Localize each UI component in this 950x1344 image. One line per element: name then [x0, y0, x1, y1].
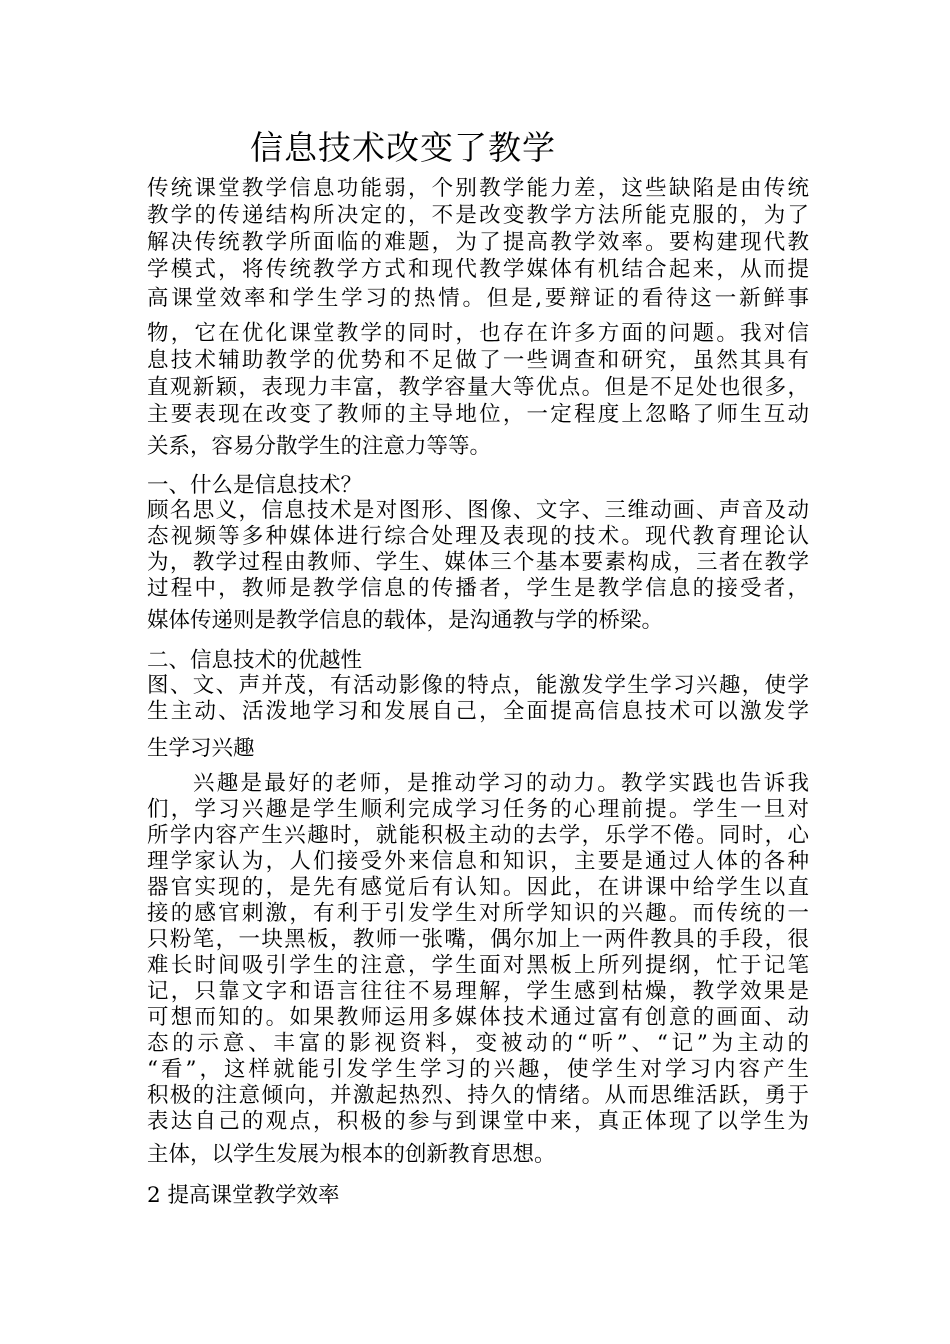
paragraph-line: 积极的注意倾向，并激起热烈、持久的情绪。从而思维活跃，勇于: [147, 1083, 809, 1108]
paragraph-line: 所学内容产生兴趣时，就能积极主动的去学，乐学不倦。同时，心: [147, 823, 809, 848]
paragraph-line: 关系，容易分散学生的注意力等等。: [147, 434, 492, 459]
section-heading: 2 提高课堂教学效率: [147, 1183, 340, 1208]
paragraph-line: 态的示意、丰富的影视资料，变被动的“听”、“记”为主动的: [147, 1031, 809, 1056]
paragraph-line: 生学习兴趣: [147, 736, 255, 761]
section-heading: 一、什么是信息技术？: [147, 473, 363, 498]
paragraph-line: “看”，这样就能引发学生学习的兴趣，使学生对学习内容产生: [147, 1057, 809, 1082]
paragraph-line: 物，它在优化课堂教学的同时，也存在许多方面的问题。我对信: [147, 321, 809, 346]
paragraph-line: 可想而知的。如果教师运用多媒体技术通过富有创意的画面、动: [147, 1005, 809, 1030]
paragraph-line: 器官实现的，是先有感觉后有认知。因此，在讲课中给学生以直: [147, 875, 809, 900]
paragraph-line: 记，只靠文字和语言往往不易理解，学生感到枯燥，教学效果是: [147, 979, 809, 1004]
paragraph-line: 顾名思义，信息技术是对图形、图像、文字、三维动画、声音及动: [147, 498, 809, 523]
paragraph-line: 主要表现在改变了教师的主导地位，一定程度上忽略了师生互动: [147, 402, 809, 427]
paragraph-line: 态视频等多种媒体进行综合处理及表现的技术。现代教育理论认: [147, 524, 809, 549]
paragraph-line: 学模式，将传统教学方式和现代教学媒体有机结合起来，从而提: [147, 257, 809, 282]
paragraph-line: 高课堂效率和学生学习的热情。但是,要辩证的看待这一新鲜事: [147, 286, 809, 311]
paragraph-line: 过程中，教师是教学信息的传播者，学生是教学信息的接受者，: [147, 576, 809, 601]
paragraph-line: 理学家认为，人们接受外来信息和知识，主要是通过人体的各种: [147, 849, 809, 874]
paragraph-line: 们，学习兴趣是学生顺利完成学习任务的心理前提。学生一旦对: [147, 797, 809, 822]
paragraph-line: 解决传统教学所面临的难题，为了提高教学效率。要构建现代教: [147, 230, 809, 255]
paragraph-line: 传统课堂教学信息功能弱，个别教学能力差，这些缺陷是由传统: [147, 176, 809, 201]
paragraph-line: 媒体传递则是教学信息的载体，是沟通教与学的桥梁。: [147, 608, 664, 633]
paragraph-line: 表达自己的观点，积极的参与到课堂中来，真正体现了以学生为: [147, 1109, 809, 1134]
paragraph-line: 主体，以学生发展为根本的创新教育思想。: [147, 1142, 556, 1167]
document-title: 信息技术改变了教学: [250, 128, 556, 167]
paragraph-line: 难长时间吸引学生的注意，学生面对黑板上所列提纲，忙于记笔: [147, 953, 809, 978]
paragraph-line: 为，教学过程由教师、学生、媒体三个基本要素构成，三者在教学: [147, 550, 809, 575]
paragraph-line: 只粉笔，一块黑板，教师一张嘴，偶尔加上一两件教具的手段，很: [147, 927, 809, 952]
paragraph-line: 图、文、声并茂，有活动影像的特点，能激发学生学习兴趣，使学: [147, 673, 809, 698]
paragraph-line: 直观新颖，表现力丰富，教学容量大等优点。但是不足处也很多，: [147, 375, 809, 400]
paragraph-line: 兴趣是最好的老师，是推动学习的动力。教学实践也告诉我: [193, 771, 809, 796]
section-heading: 二、信息技术的优越性: [147, 648, 363, 673]
paragraph-line: 息技术辅助教学的优势和不足做了一些调查和研究，虽然其具有: [147, 348, 809, 373]
paragraph-line: 接的感官刺激，有利于引发学生对所学知识的兴趣。而传统的一: [147, 901, 809, 926]
paragraph-line: 生主动、活泼地学习和发展自己，全面提高信息技术可以激发学: [147, 699, 809, 724]
paragraph-line: 教学的传递结构所决定的，不是改变教学方法所能克服的，为了: [147, 203, 809, 228]
